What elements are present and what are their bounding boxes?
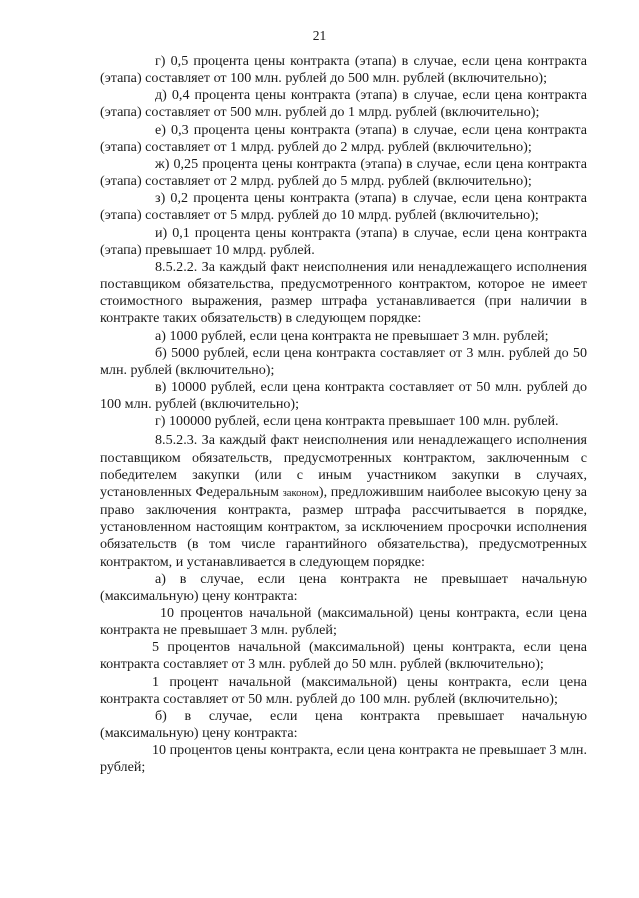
item-10-percent-initial-price: 10 процентов начальной (максимальной) цены контракта, если цена контракта не превышает 3 млн. рублей; <box>100 605 587 639</box>
clause-g-penalty-rate: г) 0,5 процента цены контракта (этапа) в случае, если цена контракта (этапа) составляет от 100 млн. рублей до 500 млн. рублей (включительно); <box>100 53 587 87</box>
clause-d-penalty-rate: д) 0,4 процента цены контракта (этапа) в случае, если цена контракта (этапа) составляет от 500 млн. рублей до 1 млрд. рублей (включительно); <box>100 87 587 121</box>
clause-a-price-not-exceeding: а) в случае, если цена контракта не превышает начальную (максимальную) цену контракта: <box>100 570 587 604</box>
item-1-percent-initial-price: 1 процент начальной (максимальной) цены контракта, если цена контракта составляет от 50 млн. рублей до 100 млн. рублей (включительно); <box>100 673 587 707</box>
clause-v-fine-10000: в) 10000 рублей, если цена контракта составляет от 50 млн. рублей до 100 млн. рублей (включительно); <box>100 378 587 413</box>
item-10-percent-contract-price: 10 процентов цены контракта, если цена контракта не превышает 3 млн. рублей; <box>100 742 587 776</box>
clause-b-fine-5000: б) 5000 рублей, если цена контракта составляет от 3 млн. рублей до 50 млн. рублей (включительно); <box>100 344 587 378</box>
item-5-percent-initial-price: 5 процентов начальной (максимальной) цены контракта, если цена контракта составляет от 3 млн. рублей до 50 млн. рублей (включительно); <box>100 639 587 673</box>
clause-8-5-2-3-text-start: 8.5.2.3. За каждый факт неисполнения или ненадлежащего исполнения поставщиком обязательств, предусмотренных контрактом, заключенным с победителем закупки (или с иным участником закупки в случаях, установленных Федеральным <box>100 432 587 500</box>
document-body <box>100 53 587 777</box>
clause-a-fine-1000: а) 1000 рублей, если цена контракта не превышает 3 млн. рублей; <box>155 327 549 344</box>
clause-z-penalty-rate: з) 0,2 процента цены контракта (этапа) в случае, если цена контракта (этапа) составляет от 5 млрд. рублей до 10 млрд. рублей (включительно); <box>100 190 587 224</box>
clause-8-5-2-3-text-end: ), предложившим наиболее высокую цену за право заключения контракта, размер штрафа рассчитывается в порядке, установленном настоящим контрактом, за исключением просрочки исполнения обязательств (в том числе гарантийного обязательства), предусмотренных контрактом, и устанавливается в следующем порядке: <box>100 483 587 570</box>
clause-zh-penalty-rate: ж) 0,25 процента цены контракта (этапа) в случае, если цена контракта (этапа) составляет от 2 млрд. рублей до 5 млрд. рублей (включительно); <box>100 155 587 190</box>
clause-g-fine-100000: г) 100000 рублей, если цена контракта превышает 100 млн. рублей. <box>155 413 559 430</box>
clause-8-5-2-3-law-word: законом <box>282 487 319 499</box>
page-number: 21 <box>312 28 327 43</box>
clause-i-penalty-rate: и) 0,1 процента цены контракта (этапа) в случае, если цена контракта (этапа) превышает 10 млрд. рублей. <box>100 224 587 258</box>
clause-8-5-2-2: 8.5.2.2. За каждый факт неисполнения или ненадлежащего исполнения поставщиком обязательства, предусмотренного контрактом, которое не имеет стоимостного выражения, размер штрафа устанавливается (при наличии в контракте таких обязательств) в следующем порядке: <box>100 258 587 327</box>
clause-8-5-2-3 <box>100 432 587 570</box>
clause-b-price-exceeding: б) в случае, если цена контракта превышает начальную (максимальную) цену контракта: <box>100 707 587 742</box>
clause-e-penalty-rate: е) 0,3 процента цены контракта (этапа) в случае, если цена контракта (этапа) составляет от 1 млрд. рублей до 2 млрд. рублей (включительно); <box>100 121 587 155</box>
